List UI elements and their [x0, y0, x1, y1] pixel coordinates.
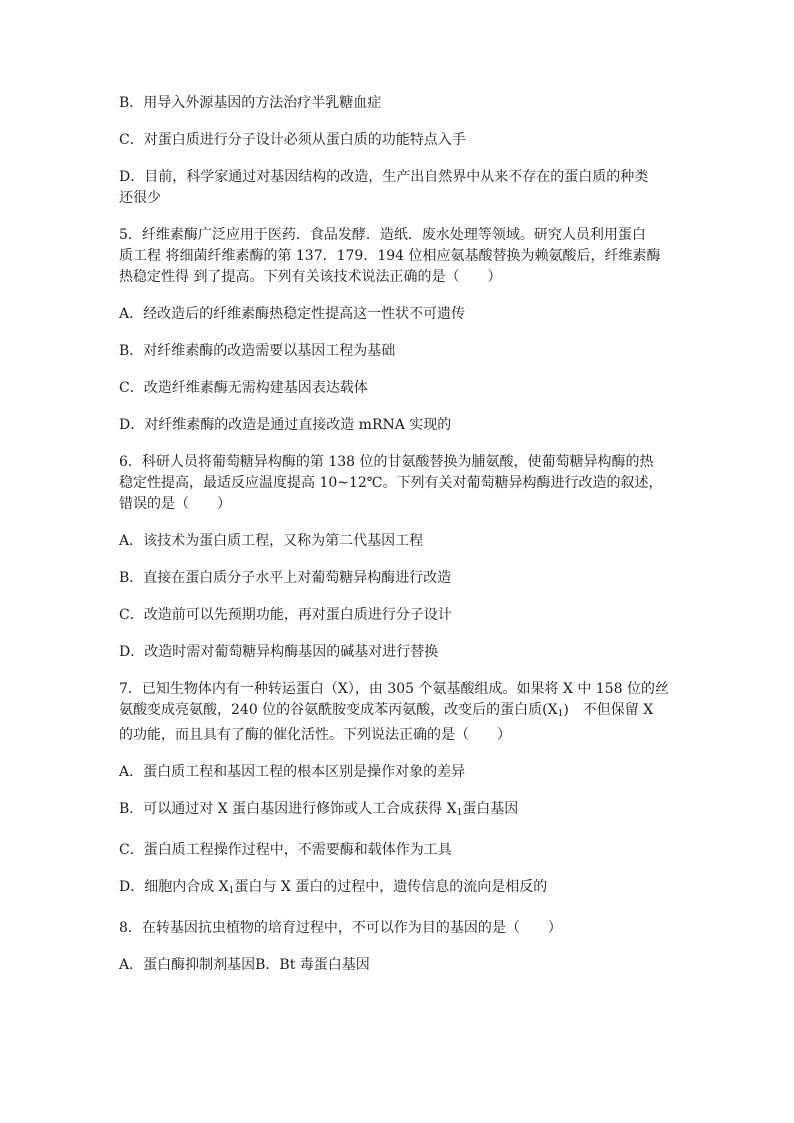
q7-option-d-subscript: 1	[228, 886, 235, 896]
q6-stem-line1: 6．科研人员将葡萄糖异构酶的第 138 位的甘氨酸替换为脯氨酸，使葡萄糖异构酶的热	[119, 454, 654, 470]
q7-option-a: A．蛋白质工程和基因工程的根本区别是操作对象的差异	[119, 764, 466, 780]
q7-stem-line1: 7．已知生物体内有一种转运蛋白（X），由 305 个氨基酸组成。如果将 X 中 158 位的丝	[119, 681, 669, 697]
q7-stem-line2	[119, 701, 679, 724]
q5-stem-line1: 5．纤维素酶广泛应用于医药．食品发酵．造纸．废水处理等领域。研究人员利用蛋白	[119, 227, 646, 243]
q6-stem-line3: 错误的是（ ）	[119, 496, 231, 512]
q4-option-b: B．用导入外源基因的方法治疗半乳糖血症	[119, 95, 382, 111]
q5-stem-line3: 热稳定性得 到了提高。下列有关该技术说法正确的是（ ）	[119, 269, 502, 285]
q4-option-c: C．对蛋白质进行分子设计必须从蛋白质的功能特点入手	[119, 132, 466, 148]
q6-option-c: C．改造前可以先预期功能，再对蛋白质进行分子设计	[119, 607, 452, 623]
q8-option-b: B．Bt 毒蛋白基因	[255, 957, 370, 973]
q4-option-d-line2: 还很少	[119, 190, 161, 206]
q5-option-a: A．经改造后的纤维素酶热稳定性提高这一性状不可遗传	[119, 306, 466, 322]
q5-stem-line2: 质工程 将细菌纤维素酶的第 137．179．194 位相应氨基酸替换为赖氨酸后，纤维素酶	[119, 248, 661, 264]
q7-option-b-a: B．可以通过对 X 蛋白基因进行修饰或人工合成获得 X	[119, 801, 457, 817]
q5-option-d: D．对纤维素酶的改造是通过直接改造 mRNA 实现的	[119, 417, 452, 433]
q7-option-b	[119, 800, 679, 823]
q8-option-a: A．蛋白酶抑制剂基因	[119, 957, 256, 973]
q6-stem-line2: 稳定性提高，最适反应温度提高 10~12℃。下列有关对葡萄糖异构酶进行改造的叙述，	[119, 475, 663, 491]
q4-option-d-line1: D．目前，科学家通过对基因结构的改造，生产出自然界中从来不存在的蛋白质的种类	[119, 169, 649, 185]
q7-stem-line3: 的功能，而且具有了酶的催化活性。下列说法正确的是（ ）	[119, 727, 511, 743]
q6-option-a: A．该技术为蛋白质工程，又称为第二代基因工程	[119, 533, 424, 549]
q7-option-b-b: 蛋白基因	[462, 801, 519, 817]
q7-option-d	[119, 878, 679, 901]
q5-option-b: B．对纤维素酶的改造需要以基因工程为基础	[119, 343, 396, 359]
q6-option-d: D．改造时需对葡萄糖异构酶基因的碱基对进行替换	[119, 644, 439, 660]
q7-option-d-b: 蛋白与 X 蛋白的过程中，遗传信息的流向是相反的	[234, 879, 548, 895]
q7-stem-subscript: 1	[557, 709, 564, 719]
q7-stem-line2-a: 氨酸变成亮氨酸，240 位的谷氨酰胺变成苯丙氨酸，改变后的蛋白质(X	[119, 702, 558, 718]
q7-option-b-subscript: 1	[456, 808, 463, 818]
q7-option-d-a: D．细胞内合成 X	[119, 879, 229, 895]
q7-option-c: C．蛋白质工程操作过程中，不需要酶和载体作为工具	[119, 842, 452, 858]
q7-stem-line2-b: ) 不但保留 X	[563, 702, 654, 718]
q6-option-b: B．直接在蛋白质分子水平上对葡萄糖异构酶进行改造	[119, 570, 452, 586]
q5-option-c: C．改造纤维素酶无需构建基因表达载体	[119, 380, 368, 396]
q8-stem: 8．在转基因抗虫植物的培育过程中，不可以作为目的基因的是（ ）	[119, 920, 562, 936]
q8-options	[119, 956, 679, 975]
question-content	[119, 94, 679, 975]
